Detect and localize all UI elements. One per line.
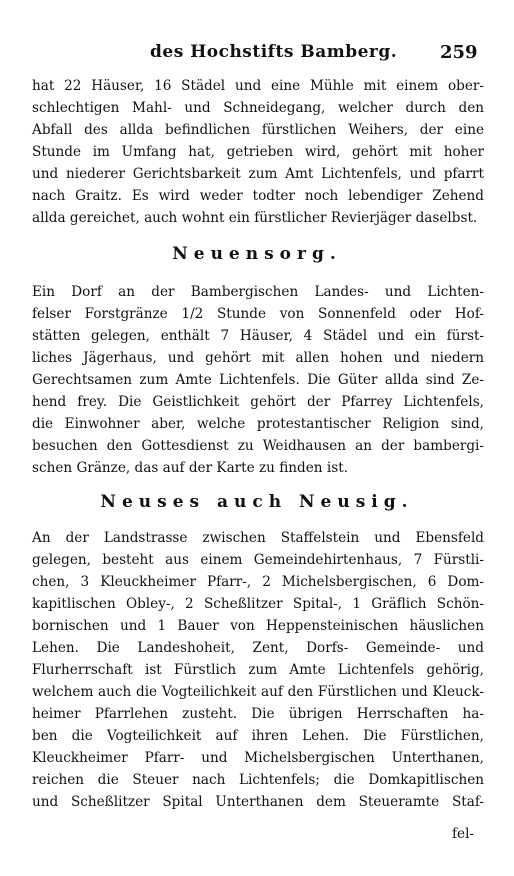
section-heading-neuses: Neuses auch Neusig. (100, 492, 414, 512)
text-line: reichen die Steuer nach Lichtenfels; die Domkapitlischen (32, 772, 484, 788)
text-line: Kleuckheimer Pfarr- und Michelsbergischen Unterthanen, (32, 750, 484, 766)
text-line: allda gereichet, auch wohnt ein fürstlicher Revierjäger daselbst. (32, 210, 478, 226)
text-line: Stunde im Umfang hat, getrieben wird, gehört mit hoher (32, 144, 484, 160)
text-line: bornischen und 1 Bauer von Heppensteinischen häuslichen (32, 618, 484, 634)
running-title: des Hochstifts Bamberg. (150, 42, 398, 62)
text-line: Ein Dorf an der Bambergischen Landes- und Lichten- (32, 284, 484, 300)
text-line: chen, 3 Kleuckheimer Pfarr-, 2 Michelsbergischen, 6 Dom- (32, 574, 484, 590)
text-line: Lehen. Die Landeshoheit, Zent, Dorfs- Gemeinde- und (32, 640, 484, 656)
page-number: 259 (440, 42, 478, 63)
text-line: und Scheßlitzer Spital Unterthanen dem Steueramte Staf- (32, 794, 484, 810)
text-line: hend frey. Die Geistlichkeit gehört der Pfarrey Lichtenfels, (32, 394, 484, 410)
text-line: besuchen den Gottesdienst zu Weidhausen an der bambergi- (32, 438, 484, 454)
text-line: Gerechtsamen zum Amte Lichtenfels. Die Güter allda sind Ze- (32, 372, 484, 388)
text-line: heimer Pfarrlehen zusteht. Die übrigen Herrschaften ha- (32, 706, 484, 722)
text-line: liches Jägerhaus, und gehört mit allen hohen und niedern (32, 350, 484, 366)
text-line: schen Gränze, das auf der Karte zu finden ist. (32, 460, 348, 476)
text-line: welchem auch die Vogteilichkeit auf den Fürstlichen und Kleuck- (32, 684, 484, 700)
text-line: felser Forstgränze 1/2 Stunde von Sonnenfeld oder Hof- (32, 306, 484, 322)
text-line: schlechtigen Mahl- und Schneidegang, welcher durch den (32, 100, 484, 116)
text-line: kapitlischen Obley-, 2 Scheßlitzer Spital-, 1 Gräflich Schön- (32, 596, 484, 612)
text-line: stätten gelegen, enthält 7 Häuser, 4 Städel und ein fürst- (32, 328, 484, 344)
text-line: hat 22 Häuser, 16 Städel und eine Mühle mit einem ober- (32, 78, 484, 94)
text-line: und niederer Gerichtsbarkeit zum Amt Lichtenfels, und pfarrt (32, 166, 484, 182)
page-header (0, 42, 514, 68)
text-line: An der Landstrasse zwischen Staffelstein und Ebensfeld (32, 530, 484, 546)
catchword: fel- (452, 826, 475, 842)
text-line: die Einwohner aber, welche protestantischer Religion sind, (32, 416, 484, 432)
text-line: nach Graitz. Es wird weder todter noch lebendiger Zehend (32, 188, 484, 204)
text-line: ben die Vogteilichkeit auf ihren Lehen. Die Fürstlichen, (32, 728, 484, 744)
text-line: gelegen, besteht aus einem Gemeindehirtenhaus, 7 Fürstli- (32, 552, 484, 568)
text-line: Flurherrschaft ist Fürstlich zum Amte Lichtenfels gehörig, (32, 662, 484, 678)
text-line: Abfall des allda befindlichen fürstlichen Weihers, der eine (32, 122, 484, 138)
section-heading-neuensorg: Neuensorg. (172, 244, 342, 264)
